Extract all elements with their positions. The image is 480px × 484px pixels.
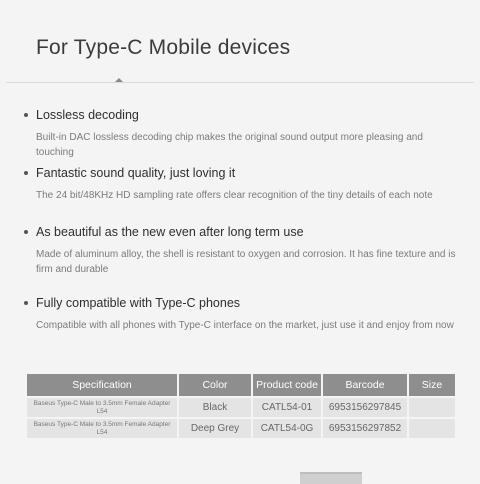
bullet-icon (24, 230, 28, 234)
cell-barcode: 6953156297845 (323, 398, 407, 417)
feature-item (24, 166, 464, 203)
bullet-icon (24, 113, 28, 117)
feature-description: The 24 bit/48KHz HD sampling rate offers clear recognition of the tiny details of each note (36, 190, 433, 201)
column-header-product-code: Product code (253, 374, 321, 396)
cell-size (409, 419, 455, 438)
feature-heading (24, 108, 464, 122)
column-header-specification: Specification (27, 374, 177, 396)
feature-heading-text: Fantastic sound quality, just loving it (36, 166, 236, 180)
feature-description: Compatible with all phones with Type-C interface on the market, just use it and enjoy from now (36, 320, 454, 331)
cell-color: Deep Grey (179, 419, 251, 438)
feature-description: Built-in DAC lossless decoding chip makes the original sound output more pleasing and touching (36, 132, 423, 158)
feature-heading-text: Lossless decoding (36, 108, 139, 122)
feature-heading-text: Fully compatible with Type-C phones (36, 296, 241, 310)
feature-description: Made of aluminum alloy, the shell is resistant to oxygen and corrosion. It has fine texture and is firm and durable (36, 249, 456, 275)
cropped-footer-graphic (300, 472, 362, 484)
page-title: For Type-C Mobile devices (36, 36, 291, 59)
cell-specification: Baseus Type-C Male to 3.5mm Female Adapter L54 (27, 419, 177, 438)
section-divider (6, 78, 474, 86)
spec-table (25, 372, 457, 440)
table-row (27, 398, 455, 417)
cell-product-code: CATL54-01 (253, 398, 321, 417)
feature-item (24, 225, 464, 277)
cell-size (409, 398, 455, 417)
cell-specification: Baseus Type-C Male to 3.5mm Female Adapter L54 (27, 398, 177, 417)
cell-product-code: CATL54-0G (253, 419, 321, 438)
cell-barcode: 6953156297852 (323, 419, 407, 438)
divider-line (6, 82, 474, 83)
bullet-icon (24, 301, 28, 305)
column-header-barcode: Barcode (323, 374, 407, 396)
feature-item (24, 296, 464, 333)
feature-heading (24, 296, 464, 310)
feature-heading (24, 166, 464, 180)
column-header-size: Size (409, 374, 455, 396)
table-row (27, 419, 455, 438)
feature-heading-text: As beautiful as the new even after long term use (36, 225, 304, 239)
bullet-icon (24, 171, 28, 175)
feature-heading (24, 225, 464, 239)
feature-item (24, 108, 464, 160)
table-header-row (27, 374, 455, 396)
column-header-color: Color (179, 374, 251, 396)
cell-color: Black (179, 398, 251, 417)
caret-up-icon (115, 78, 123, 82)
